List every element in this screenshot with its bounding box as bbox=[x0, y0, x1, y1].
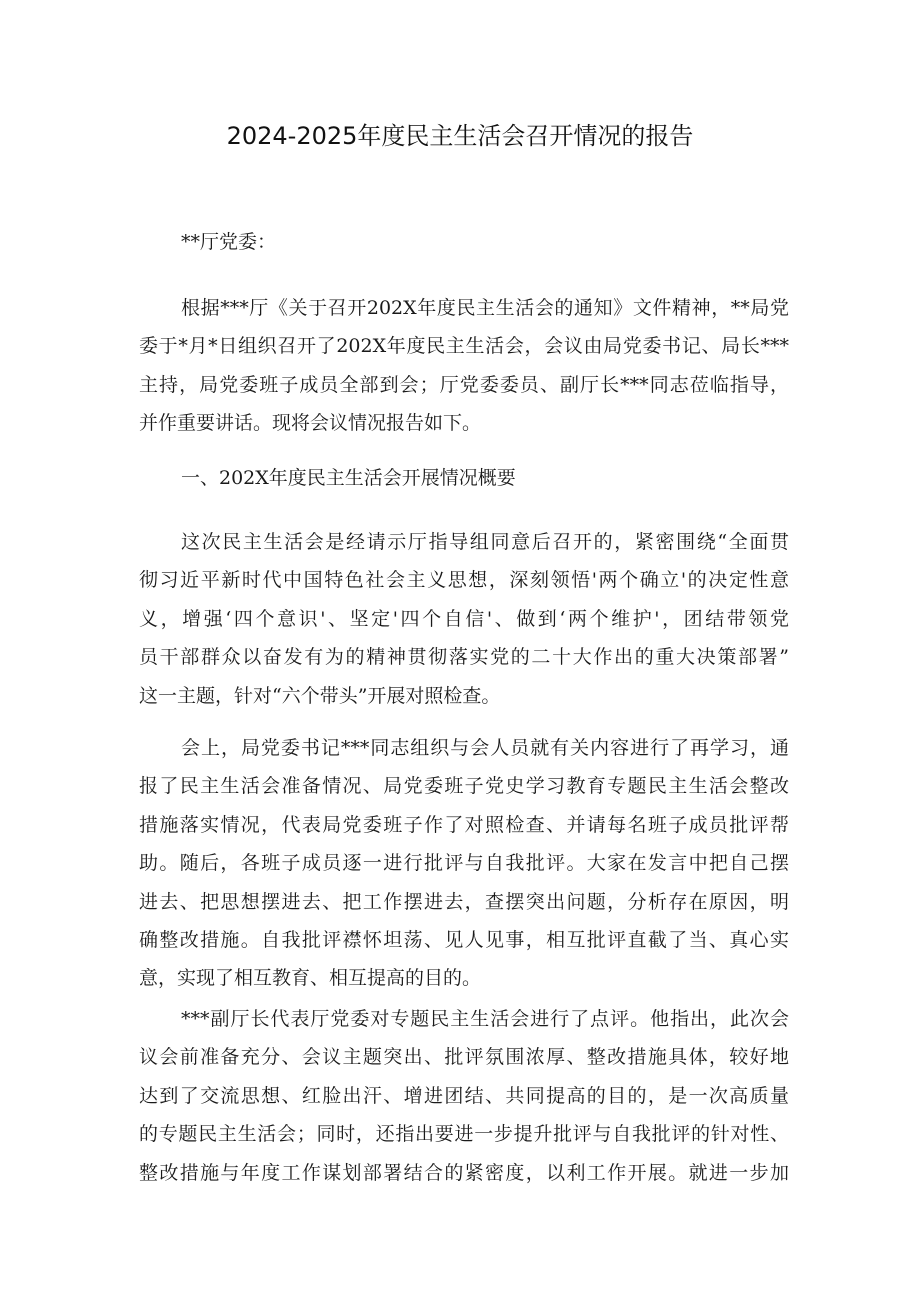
paragraph-line: 进去、把思想摆进去、把工作摆进去，查摆突出问题，分析存在原因，明 bbox=[139, 890, 789, 913]
paragraph-line: 报了民主生活会准备情况、局党委班子党史学习教育专题民主生活会整改 bbox=[139, 775, 789, 798]
paragraph-line: 确整改措施。自我批评襟怀坦荡、见人见事，相互批评直截了当、真心实 bbox=[139, 928, 789, 951]
salutation-line: **厅党委： bbox=[181, 231, 277, 253]
paragraph-line: 义，增强‘四个意识'、坚定'四个自信'、做到‘两个维护'，团结带领党 bbox=[139, 607, 789, 630]
paragraph-line: 彻习近平新时代中国特色社会主义思想，深刻领悟'两个确立'的决定性意 bbox=[139, 569, 789, 592]
section-heading-line: 一、202X年度民主生活会开展情况概要 bbox=[181, 467, 516, 489]
paragraph-3 bbox=[139, 729, 789, 998]
paragraph-line: 主持，局党委班子成员全部到会；厅党委委员、副厅长***同志莅临指导， bbox=[139, 373, 789, 396]
salutation bbox=[139, 223, 789, 261]
paragraph-line: 根据***厅《关于召开202X年度民主生活会的通知》文件精神，**局党 bbox=[181, 297, 789, 319]
paragraph-line: 达到了交流思想、红脸出汗、增进团结、共同提高的目的，是一次高质量 bbox=[139, 1084, 789, 1107]
paragraph-1 bbox=[139, 289, 789, 443]
paragraph-line: ***副厅长代表厅党委对专题民主生活会进行了点评。他指出，此次会 bbox=[181, 1008, 789, 1030]
paragraph-line: 助。随后，各班子成员逐一进行批评与自我批评。大家在发言中把自己摆 bbox=[139, 852, 789, 875]
paragraph-line: 委于*月*日组织召开了202X年度民主生活会，会议由局党委书记、局长*** bbox=[139, 335, 789, 358]
paragraph-line: 意，实现了相互教育、相互提高的目的。 bbox=[139, 967, 482, 990]
paragraph-line: 议会前准备充分、会议主题突出、批评氛围浓厚、整改措施具体，较好地 bbox=[139, 1046, 789, 1069]
section-heading-1 bbox=[139, 459, 789, 497]
paragraph-line: 并作重要讲话。现将会议情况报告如下。 bbox=[139, 412, 482, 435]
paragraph-line: 这次民主生活会是经请示厅指导组同意后召开的，紧密围绕“全面贯 bbox=[181, 531, 789, 553]
paragraph-line: 员干部群众以奋发有为的精神贯彻落实党的二十大作出的重大决策部署” bbox=[139, 646, 789, 669]
paragraph-line: 的专题民主生活会；同时，还指出要进一步提升批评与自我批评的针对性、 bbox=[139, 1123, 789, 1146]
paragraph-2 bbox=[139, 523, 789, 715]
paragraph-line: 整改措施与年度工作谋划部署结合的紧密度，以利工作开展。就进一步加 bbox=[139, 1161, 789, 1184]
paragraph-line: 会上，局党委书记***同志组织与会人员就有关内容进行了再学习，通 bbox=[181, 737, 789, 759]
paragraph-line: 这一主题，针对“六个带头”开展对照检查。 bbox=[139, 684, 501, 707]
paragraph-line: 措施落实情况，代表局党委班子作了对照检查、并请每名班子成员批评帮 bbox=[139, 813, 789, 836]
paragraph-4 bbox=[139, 1000, 789, 1192]
document-title: 2024-2025年度民主生活会召开情况的报告 bbox=[226, 122, 694, 150]
